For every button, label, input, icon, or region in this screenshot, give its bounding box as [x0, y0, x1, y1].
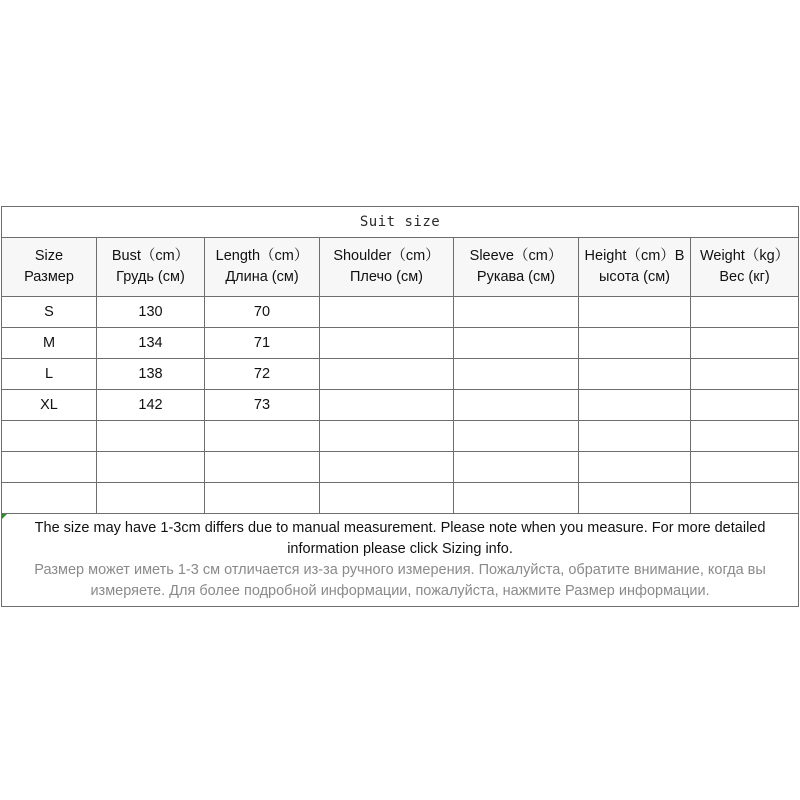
table-row — [2, 390, 799, 421]
table-cell: 134 — [97, 328, 205, 359]
title-row — [2, 207, 799, 238]
corner-marker — [2, 514, 7, 519]
table-cell: 142 — [97, 390, 205, 421]
table-cell — [320, 452, 454, 483]
table-cell — [454, 390, 579, 421]
table-cell — [205, 483, 320, 514]
table-row — [2, 483, 799, 514]
table-row — [2, 359, 799, 390]
table-cell — [579, 452, 691, 483]
table-row — [2, 328, 799, 359]
size-table — [1, 206, 799, 607]
table-cell — [454, 421, 579, 452]
table-cell — [320, 421, 454, 452]
size-chart — [1, 206, 798, 607]
note-row — [2, 514, 799, 607]
header-height — [579, 238, 691, 297]
table-cell: 73 — [205, 390, 320, 421]
table-cell: XL — [2, 390, 97, 421]
table-row — [2, 297, 799, 328]
header-en: Height（cm）В — [584, 248, 685, 264]
header-row — [2, 238, 799, 297]
table-cell — [454, 359, 579, 390]
table-cell: L — [2, 359, 97, 390]
header-en: Size — [34, 248, 64, 264]
header-ru: Грудь (см) — [116, 269, 185, 285]
table-cell: 71 — [205, 328, 320, 359]
table-cell — [691, 297, 799, 328]
table-cell — [454, 328, 579, 359]
header-weight — [691, 238, 799, 297]
header-shoulder — [320, 238, 454, 297]
table-cell — [691, 390, 799, 421]
header-sleeve — [454, 238, 579, 297]
table-body — [2, 297, 799, 514]
table-cell: M — [2, 328, 97, 359]
table-cell: 70 — [205, 297, 320, 328]
header-ru: Размер — [24, 269, 74, 285]
table-cell — [579, 359, 691, 390]
table-cell — [2, 452, 97, 483]
table-title: Suit size — [2, 207, 799, 238]
table-cell — [205, 452, 320, 483]
header-ru: ысота (см) — [598, 269, 671, 285]
table-cell — [97, 483, 205, 514]
header-en: Weight（kg） — [699, 248, 790, 264]
note-english: The size may have 1-3cm differs due to manual measurement. Please note when you measure. For more detailed information please click Sizing info. — [34, 520, 766, 557]
table-cell: 72 — [205, 359, 320, 390]
header-size — [2, 238, 97, 297]
table-cell — [454, 483, 579, 514]
header-ru: Рукава (см) — [476, 269, 556, 285]
header-ru: Плечо (см) — [350, 269, 423, 285]
table-cell — [2, 421, 97, 452]
table-cell — [579, 483, 691, 514]
measurement-note — [2, 514, 799, 607]
table-cell — [454, 452, 579, 483]
table-cell — [97, 452, 205, 483]
table-cell — [320, 359, 454, 390]
header-en: Shoulder（cm） — [333, 248, 440, 264]
table-cell — [205, 421, 320, 452]
header-length — [205, 238, 320, 297]
table-cell — [579, 328, 691, 359]
table-row — [2, 421, 799, 452]
header-en: Length（cm） — [215, 248, 309, 264]
header-en: Bust（cm） — [111, 248, 190, 264]
header-bust — [97, 238, 205, 297]
note-russian: Размер может иметь 1-3 см отличается из-за ручного измерения. Пожалуйста, обратите внимание, когда вы измеряете. Для более подробной информации, пожалуйста, нажмите Размер информации. — [34, 562, 766, 599]
table-cell — [454, 297, 579, 328]
table-cell — [320, 483, 454, 514]
table-cell — [320, 328, 454, 359]
header-ru: Длина (см) — [225, 269, 299, 285]
table-cell — [691, 421, 799, 452]
table-cell — [579, 421, 691, 452]
table-cell — [691, 452, 799, 483]
table-cell — [691, 328, 799, 359]
table-cell: 130 — [97, 297, 205, 328]
table-row — [2, 452, 799, 483]
table-cell — [579, 297, 691, 328]
table-cell — [97, 421, 205, 452]
table-cell — [691, 483, 799, 514]
header-en: Sleeve（cm） — [469, 248, 563, 264]
table-cell — [320, 297, 454, 328]
table-cell — [320, 390, 454, 421]
table-cell — [691, 359, 799, 390]
table-cell — [579, 390, 691, 421]
table-cell — [2, 483, 97, 514]
header-ru: Вес (кг) — [719, 269, 770, 285]
table-cell: 138 — [97, 359, 205, 390]
table-cell: S — [2, 297, 97, 328]
